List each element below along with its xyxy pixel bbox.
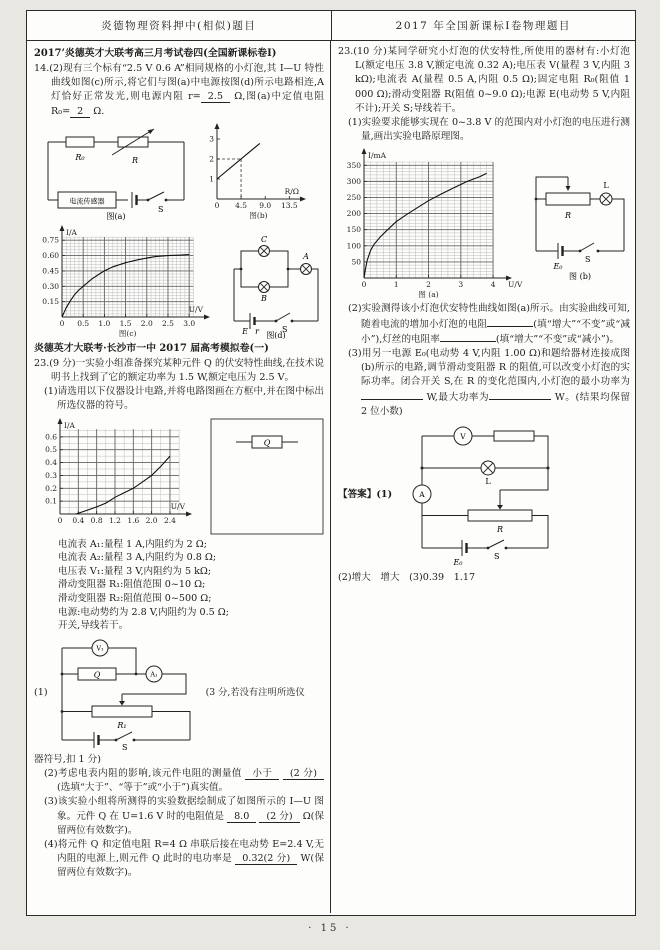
svg-text:I/A: I/A bbox=[66, 227, 77, 237]
svg-text:I/A: I/A bbox=[64, 420, 75, 430]
svg-text:0.6: 0.6 bbox=[45, 431, 57, 441]
variable-resistor-arrow bbox=[148, 129, 154, 134]
q14-text3: Ω. bbox=[93, 105, 105, 117]
svg-text:1: 1 bbox=[209, 174, 214, 184]
circuit-figure-a bbox=[36, 122, 196, 221]
svg-text:2.0: 2.0 bbox=[145, 515, 158, 525]
element-q-label: Q bbox=[93, 670, 100, 680]
q14-text1: 14.(2)现有三个标有“2.5 V 0.6 A”相同规格的小灯泡,其 I—U 特性曲线如图(c)所示,将它们与图(a)中电源按图(d)所示电路相连,A 灯恰好正常发光,则电源内阻 r= bbox=[34, 63, 324, 103]
svg-text:U/V: U/V bbox=[170, 501, 185, 511]
item4-tail: W(保留两位有效数字)。 bbox=[57, 853, 324, 879]
item4-answer: 0.32(2 分) bbox=[235, 853, 297, 865]
svg-text:图(b): 图(b) bbox=[249, 210, 268, 220]
figure-row-q bbox=[36, 416, 324, 536]
ammeter-label: A₁ bbox=[149, 670, 158, 679]
switch-label: S bbox=[494, 552, 500, 562]
item3-score: (2 分) bbox=[259, 811, 299, 823]
svg-text:0.30: 0.30 bbox=[42, 281, 59, 291]
svg-text:1.0: 1.0 bbox=[98, 318, 111, 328]
left-column bbox=[27, 41, 330, 913]
svg-text:50: 50 bbox=[351, 257, 361, 267]
header-left-title: 炎德物理资料押中(相似)题目 bbox=[101, 20, 257, 32]
svg-text:0.8: 0.8 bbox=[90, 515, 103, 525]
answer-blank bbox=[489, 390, 551, 400]
svg-text:1.6: 1.6 bbox=[127, 515, 140, 525]
answer-line: (2)增大 增大 (3)0.39 1.17 bbox=[338, 572, 476, 584]
question-23-right-p1: 23.(10 分)某同学研究小灯泡的伏安特性,所使用的器材有:小灯泡 L(额定电压 3.8 V,额定电流 0.32 A);电压表 V(量程 3 V,内阻 3 kΩ);电流表 A(量程 0.5 A,内阻 0.5 Ω);固定电阻 R₀(阻值 1 000 Ω);滑动变阻器 R(阻值 0~9.0 Ω);电源 E(电动势 5 V,内阻不计);开关 S;导线若干。 bbox=[338, 46, 630, 114]
item2-answer: 小于 bbox=[245, 768, 279, 780]
answer-circuit-left bbox=[52, 634, 202, 752]
instrument-item: 电流表 A₁:量程 1 A,内阻约为 2 Ω; bbox=[58, 538, 207, 550]
header-right-title: 2017 年全国新课标Ⅰ卷物理题目 bbox=[331, 11, 636, 40]
svg-text:I/mA: I/mA bbox=[368, 151, 387, 161]
grading-note-2: 器符号,扣 1 分) bbox=[34, 753, 101, 765]
instrument-item: 电压表 V₁:量程 3 V,内阻约为 5 kΩ; bbox=[58, 565, 212, 577]
rheostat-slider-arrow bbox=[497, 505, 503, 510]
answer-box-element-q bbox=[210, 418, 324, 536]
svg-text:0.4: 0.4 bbox=[72, 515, 85, 525]
section-heading-1: 2017’炎德英才大联考高三月考试卷四(全国新课标卷Ⅰ) bbox=[34, 48, 277, 59]
instrument-item: 电源:电动势约为 2.8 V,内阻约为 0.5 Ω; bbox=[58, 606, 229, 618]
q14-answer-r0: 2 bbox=[70, 106, 90, 118]
svg-text:0: 0 bbox=[57, 515, 63, 525]
svg-text:0.45: 0.45 bbox=[42, 266, 59, 276]
switch-label: S bbox=[585, 255, 591, 265]
svg-text:300: 300 bbox=[346, 177, 361, 187]
figure-row-a-b bbox=[36, 121, 324, 221]
item2-tail: (填“增大”“不变”或“减小”)。 bbox=[495, 333, 620, 345]
circuit-figure-d bbox=[228, 233, 323, 339]
svg-text:U/V: U/V bbox=[508, 280, 523, 290]
voltmeter-label: V bbox=[460, 432, 466, 442]
right-column bbox=[330, 41, 636, 913]
answer-section-right bbox=[338, 420, 630, 570]
svg-text:150: 150 bbox=[346, 225, 361, 235]
item3-text: (3)该实验小组将所测得的实验数据绘制成了如图所示的 I—U 图象。元件 Q 在 U=1.6 V 时的电阻值是 bbox=[44, 796, 324, 822]
circuit-figure-b-right bbox=[528, 165, 630, 281]
answer-label: 【答案】(1) bbox=[338, 488, 393, 500]
item3-end: W。 bbox=[554, 391, 576, 403]
svg-text:1.2: 1.2 bbox=[109, 515, 121, 525]
voltmeter-label: V₁ bbox=[95, 644, 104, 653]
caption-fig-b-right: 图 (b) bbox=[569, 272, 591, 282]
svg-text:2: 2 bbox=[209, 154, 214, 164]
svg-text:0: 0 bbox=[59, 318, 65, 328]
chart-figure-c bbox=[36, 223, 222, 339]
page-header bbox=[27, 11, 635, 41]
svg-text:4: 4 bbox=[490, 280, 496, 290]
svg-text:图 (a): 图 (a) bbox=[418, 290, 439, 300]
question-23-right-item2 bbox=[348, 302, 630, 347]
switch-label: S bbox=[121, 742, 128, 752]
svg-text:0.60: 0.60 bbox=[42, 250, 59, 260]
svg-text:2.5: 2.5 bbox=[162, 318, 174, 328]
rheostat-label: R bbox=[497, 525, 504, 535]
lamp-label: L bbox=[485, 477, 491, 487]
svg-text:2.0: 2.0 bbox=[140, 318, 153, 328]
q14-answer-r: 2.5 bbox=[201, 91, 230, 103]
question-23-right-item1: (1)实验要求能够实现在 0~3.8 V 的范围内对小灯泡的电压进行测量,画出实验电路原理图。 bbox=[348, 117, 630, 143]
item3-text: (3)用另一电源 E₀(电动势 4 V,内阻 1.00 Ω)和题给器材连接成图(b)所示的电路,调节滑动变阻器 R 的阻值,可以改变小灯泡的实际功率。闭合开关 S,在 R 的变化范围内,小灯泡的最小功率为 bbox=[348, 348, 630, 388]
svg-text:0: 0 bbox=[214, 200, 220, 210]
svg-text:0.75: 0.75 bbox=[42, 235, 59, 245]
current-sensor-label: 电流传感器 bbox=[69, 197, 105, 206]
figure-row-right bbox=[338, 146, 630, 300]
question-23-left-item2 bbox=[44, 767, 324, 795]
chart-figure-a-right bbox=[338, 146, 524, 300]
item2-score: (2 分) bbox=[283, 768, 324, 780]
potentiometer-wiper-arrow bbox=[566, 186, 571, 191]
svg-text:2: 2 bbox=[426, 280, 431, 290]
svg-text:200: 200 bbox=[346, 209, 361, 219]
label-internal-r: r bbox=[255, 326, 259, 336]
instrument-item: 滑动变阻器 R₂:阻值范围 0~500 Ω; bbox=[58, 593, 212, 604]
label-switch: S bbox=[158, 204, 164, 214]
answer-blank bbox=[440, 332, 496, 342]
svg-text:U/V: U/V bbox=[188, 304, 203, 314]
ammeter-label: A bbox=[419, 490, 425, 500]
svg-text:3: 3 bbox=[458, 280, 464, 290]
exam-page-sheet bbox=[26, 10, 636, 916]
label-emf: E bbox=[242, 326, 248, 336]
answer-circuit-row-left bbox=[34, 634, 324, 752]
grading-note-1: (3 分,若没有注明所选仪 bbox=[205, 686, 305, 698]
svg-text:350: 350 bbox=[346, 161, 361, 171]
figure-row-c-d bbox=[36, 223, 324, 339]
item3-mid: W,最大功率为 bbox=[426, 391, 490, 403]
answer-blank bbox=[361, 390, 423, 400]
question-23-left-item4 bbox=[44, 838, 324, 881]
svg-text:图(c): 图(c) bbox=[118, 328, 137, 338]
rheostat-label: R bbox=[564, 211, 572, 221]
chart-figure-b bbox=[202, 121, 320, 221]
svg-text:0.5: 0.5 bbox=[45, 444, 57, 454]
question-23-left-p1: 23.(9 分)一实验小组准备探究某种元件 Q 的伏安特性曲线,在技术说明书上找到了它的额定功率为 1.5 W,额定电压为 2.5 V。 bbox=[34, 357, 324, 384]
item3-answer: 8.0 bbox=[227, 811, 256, 823]
svg-text:9.0: 9.0 bbox=[259, 200, 272, 210]
item2-mid: (填“增大”“不变”或“减小”),灯丝的电阻率 bbox=[361, 318, 630, 345]
item2-hint: (选填“大于”、“等于”或“小于”)真实值。 bbox=[57, 782, 229, 794]
label-lamp-b: B bbox=[261, 293, 267, 303]
page-number: · 15 · bbox=[308, 923, 352, 934]
svg-text:0.15: 0.15 bbox=[42, 296, 59, 306]
instrument-item: 开关,导线若干。 bbox=[58, 620, 129, 632]
section-heading-2: 炎德英才大联考·长沙市一中 2017 届高考模拟卷(一) bbox=[34, 342, 269, 354]
rheostat-label: R₁ bbox=[116, 720, 127, 730]
svg-text:0.3: 0.3 bbox=[45, 470, 57, 480]
svg-text:13.5: 13.5 bbox=[280, 200, 298, 210]
svg-text:0.4: 0.4 bbox=[45, 457, 57, 467]
svg-text:0.2: 0.2 bbox=[45, 483, 57, 493]
item2-text: (2)考虑电表内阻的影响,该元件电阻的测量值 bbox=[44, 767, 242, 779]
svg-text:3.0: 3.0 bbox=[183, 318, 196, 328]
question-23-right-item3 bbox=[348, 347, 630, 419]
question-14-text bbox=[34, 62, 324, 119]
answer-circuit-right bbox=[396, 420, 566, 570]
svg-text:1.5: 1.5 bbox=[119, 318, 132, 328]
item2-text: (2)实验测得该小灯泡伏安特性曲线如图(a)所示。由实验曲线可知,随着电流的增加小灯泡的电阻 bbox=[348, 303, 630, 330]
item4-text: (4)将元件 Q 和定值电阻 R=4 Ω 串联后接在电动势 E=2.4 V,无内阻的电源上,则元件 Q 此时的电功率是 bbox=[44, 839, 324, 865]
svg-text:2.4: 2.4 bbox=[163, 515, 176, 525]
svg-text:250: 250 bbox=[346, 193, 361, 203]
instrument-list bbox=[58, 538, 324, 633]
emf-label: E₀ bbox=[553, 262, 563, 272]
item3-note: (结果均保留 2 位小数) bbox=[361, 391, 630, 417]
label-lamp-a: A bbox=[303, 251, 309, 261]
question-23-left-item1: (1)请选用以下仪器设计电路,并将电路图画在方框中,并在图中标出所选仪器的符号。 bbox=[44, 386, 324, 412]
answer-blank bbox=[487, 317, 533, 327]
label-r: R bbox=[131, 155, 139, 165]
svg-text:0: 0 bbox=[361, 280, 367, 290]
lamp-label: L bbox=[603, 181, 609, 191]
label-switch: S bbox=[282, 324, 288, 334]
question-23-left-item3 bbox=[44, 795, 324, 838]
svg-text:1: 1 bbox=[393, 280, 399, 290]
svg-text:100: 100 bbox=[346, 241, 361, 251]
item1-marker: (1) bbox=[34, 686, 48, 698]
caption-fig-d: 图(d) bbox=[266, 330, 286, 339]
instrument-item: 滑动变阻器 R₁:阻值范围 0~10 Ω; bbox=[58, 579, 206, 591]
two-column-body bbox=[27, 41, 635, 913]
caption-fig-a: 图(a) bbox=[106, 211, 126, 221]
item3-tail: Ω(保留两位有效数字)。 bbox=[57, 810, 324, 836]
label-lamp-c: C bbox=[260, 234, 268, 244]
emf-label: E₀ bbox=[453, 558, 463, 568]
label-element-q: Q bbox=[263, 438, 271, 448]
chart-element-q bbox=[36, 416, 204, 536]
svg-text:R/Ω: R/Ω bbox=[284, 186, 299, 196]
label-r0: R₀ bbox=[75, 152, 85, 162]
rheostat-slider-arrow bbox=[119, 701, 125, 706]
svg-text:3: 3 bbox=[209, 134, 214, 144]
svg-text:0.5: 0.5 bbox=[77, 318, 90, 328]
q14-text2: Ω,图(a)中定值电阻 R₀= bbox=[51, 91, 324, 117]
svg-text:4.5: 4.5 bbox=[235, 200, 248, 210]
instrument-item: 电流表 A₂:量程 3 A,内阻约为 0.8 Ω; bbox=[58, 552, 217, 564]
svg-text:0.1: 0.1 bbox=[45, 496, 57, 506]
